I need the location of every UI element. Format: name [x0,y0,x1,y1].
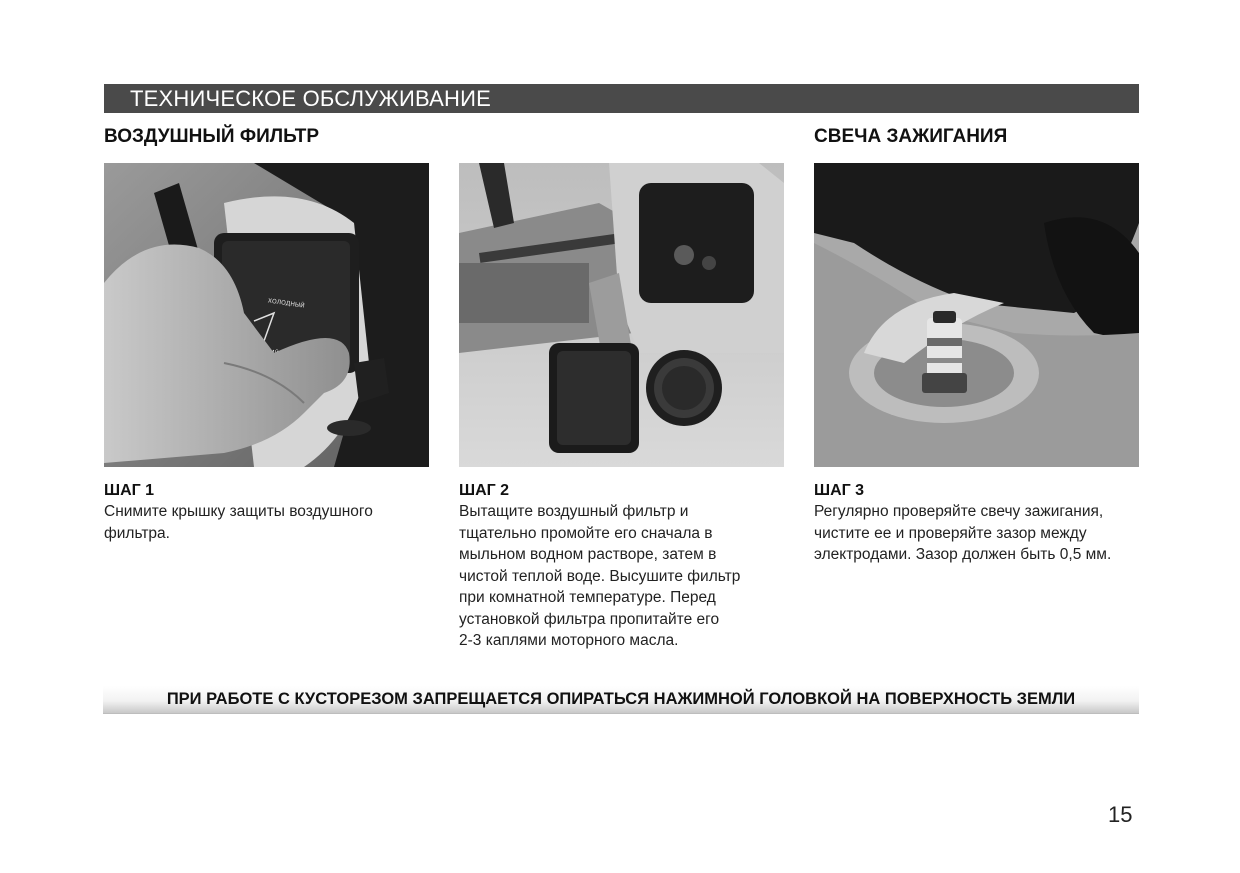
photo-step-2-image [459,163,784,467]
text-line: фильтра. [104,524,170,542]
text-line: Снимите крышку защиты воздушного [104,503,373,520]
step-1-text [104,501,439,544]
photo-step-3-image [814,163,1139,467]
warning-text: ПРИ РАБОТЕ С КУСТОРЕЗОМ ЗАПРЕЩАЕТСЯ ОПИРАТЬСЯ НАЖИМНОЙ ГОЛОВКОЙ НА ПОВЕРХНОСТЬ ЗЕМЛИ [166,690,1076,708]
step-3-text [814,501,1149,566]
step-1-label: ШАГ 1 [104,482,155,499]
photo-step-1 [104,163,429,467]
photo-step-1-image [104,163,429,467]
page-number: 15 [1108,802,1133,827]
text-line: Вытащите воздушный фильтр и [459,503,689,520]
text-line: чистите ее и проверяйте зазор между [814,524,1087,542]
page-title: ТЕХНИЧЕСКОЕ ОБСЛУЖИВАНИЕ [130,86,491,111]
photo1-label-top: ХОЛОДНЫЙ [267,297,306,310]
step-3 [814,480,1149,566]
text-line: 2-3 каплями моторного масла. [459,632,679,649]
step-2 [459,480,794,652]
step-2-text [459,501,794,652]
step-3-label: ШАГ 3 [814,482,865,499]
text-line: установкой фильтра пропитайте его [459,610,720,628]
step-1 [104,480,439,544]
text-line: чистой теплой воде. Высушите фильтр [459,567,741,585]
section-title-spark-plug: СВЕЧА ЗАЖИГАНИЯ [814,126,1008,147]
page-header-bar [104,84,1139,113]
text-line: Регулярно проверяйте свечу зажигания, [814,503,1104,520]
text-line: электродами. Зазор должен быть 0,5 мм. [814,546,1112,563]
text-line: при комнатной температуре. Перед [459,589,716,606]
step-2-label: ШАГ 2 [459,482,510,499]
text-line: тщательно промойте его сначала в [459,524,713,542]
warning-banner [103,686,1139,714]
photo-step-3 [814,163,1139,467]
text-line: мыльном водном растворе, затем в [459,546,717,563]
photo-step-2 [459,163,784,467]
section-title-air-filter: ВОЗДУШНЫЙ ФИЛЬТР [104,126,320,147]
